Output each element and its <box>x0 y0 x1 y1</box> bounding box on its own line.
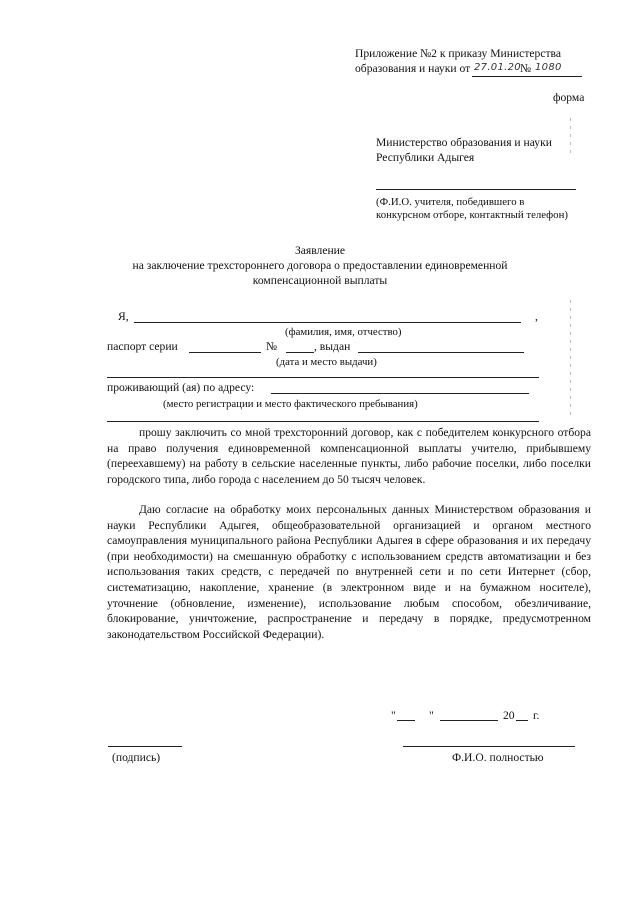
day-field[interactable] <box>397 720 415 721</box>
year-field[interactable] <box>516 720 528 721</box>
issued-continuation-field[interactable] <box>107 377 539 378</box>
year-suffix: г. <box>533 709 540 722</box>
scan-artifact <box>570 118 571 158</box>
address-label: проживающий (ая) по адресу: <box>107 381 255 394</box>
signature-caption: (подпись) <box>112 751 161 764</box>
scan-artifact <box>570 300 571 420</box>
signer-fio-field[interactable] <box>403 746 575 747</box>
date-quote-close: " <box>429 709 434 722</box>
applicant-note-line-2: конкурсном отборе, контактный телефон) <box>376 209 568 221</box>
passport-number-field[interactable] <box>286 352 314 353</box>
passport-issued-label: , выдан <box>314 340 351 353</box>
ministry-line-1: Министерство образования и науки <box>376 136 552 149</box>
signature-field[interactable] <box>108 746 182 747</box>
form-label: форма <box>553 91 585 104</box>
document-subtitle-line-1: на заключение трехстороннего договора о предоставлении единовременной <box>132 259 508 272</box>
fio-caption: (фамилия, имя, отчество) <box>285 326 402 338</box>
address-field[interactable] <box>271 393 529 394</box>
passport-series-field[interactable] <box>189 352 261 353</box>
passport-number-label: № <box>266 340 278 353</box>
order-date-underline <box>472 76 582 77</box>
consent-paragraph: Даю согласие на обработку моих персональных данных Министерством образования и науки Республики Адыгея, общеобразовательной организацией и органом местного самоуправления муниципального района Республики Адыгея в сфере образования и их передачу (при необходимости) на смешанную обработку с использованием средств автоматизации и без использования таких средств, с передачей по внутренней сети и по сети Интернет (сбор, систематизацию, накопление, хранение (в электронном виде и на бумажном носителе), уточнение (обновление, изменение), использование любым способом, обезличивание, блокирование, уничтожение, распространение и передачу в порядке, предусмотренном законодательством Российской Федерации). <box>107 503 591 641</box>
document-subtitle-line-2: компенсационной выплаты <box>252 274 388 287</box>
applicant-note-line-1: (Ф.И.О. учителя, победившего в <box>376 196 525 208</box>
year-prefix: 20 <box>503 709 515 722</box>
document-title: Заявление <box>294 244 346 257</box>
signer-fio-caption: Ф.И.О. полностью <box>452 751 544 764</box>
date-quote-open: " <box>391 709 396 722</box>
passport-issued-field[interactable] <box>358 352 524 353</box>
appendix-line-2: образования и науки от <box>355 62 471 75</box>
address-continuation-field[interactable] <box>107 421 539 422</box>
request-paragraph: прошу заключить со мной трехсторонний договор, как с победителем конкурсного отбора на право получения единовременной компенсационной выплаты учителю, прибывшему (переехавшему) на работу в сельские населенные пункты, либо рабочие поселки, либо поселки городского типа, либо города с населением до 50 тысяч человек. <box>107 426 591 486</box>
handwritten-number: 1080 <box>535 62 562 73</box>
address-caption: (место регистрации и место фактического пребывания) <box>163 398 418 410</box>
appendix-line-1: Приложение №2 к приказу Министерства <box>355 47 562 60</box>
applicant-fio-line <box>376 189 576 190</box>
issued-caption: (дата и место выдачи) <box>276 356 377 368</box>
fio-comma: , <box>535 310 538 323</box>
month-field[interactable] <box>440 720 498 721</box>
i-label: Я, <box>118 310 129 323</box>
passport-series-label: паспорт серии <box>107 340 178 353</box>
fio-field[interactable] <box>134 322 521 323</box>
number-sign: № <box>520 62 532 75</box>
ministry-line-2: Республики Адыгея <box>376 151 475 164</box>
handwritten-date: 27.01.20 <box>474 62 521 73</box>
